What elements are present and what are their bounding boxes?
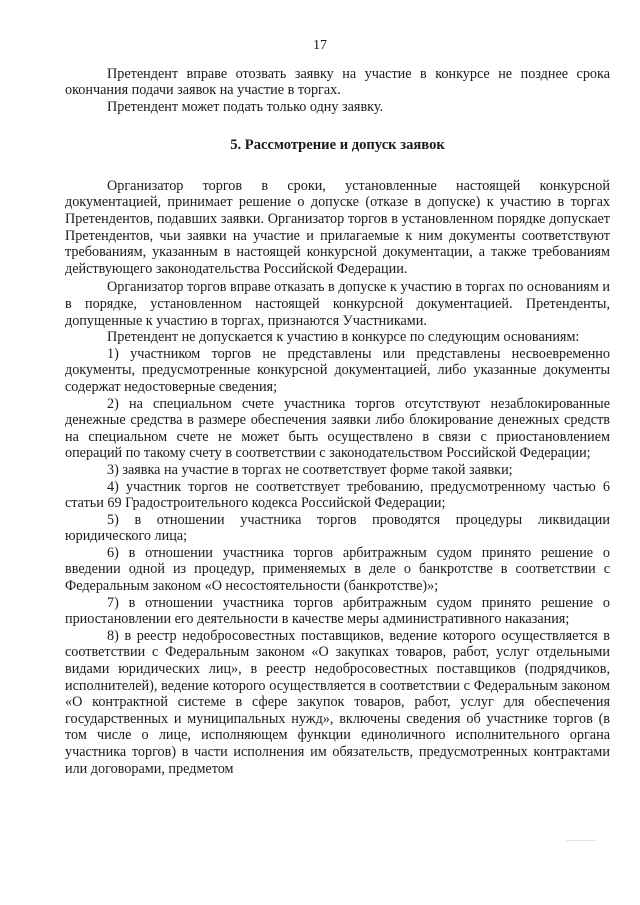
list-item-ground-5: 5) в отношении участника торгов проводятся процедуры ликвидации юридического лица; [65,511,610,545]
list-item-ground-7: 7) в отношении участника торгов арбитражным судом принято решение о приостановлении его деятельности в качестве меры административного наказания; [65,594,610,628]
list-item-ground-4: 4) участник торгов не соответствует требованию, предусмотренному частью 6 статьи 69 Градостроительного кодекса Российской Федерации; [65,478,610,512]
page-number: 17 [313,38,327,53]
section-heading: 5. Рассмотрение и допуск заявок [230,137,445,154]
list-item-ground-8: 8) в реестр недобросовестных поставщиков, ведение которого осуществляется в соответствии с Федеральным законом «О закупках товаров, работ, услуг отдельными видами юридических лиц», в реестр недобросовестных поставщиков (подрядчиков, исполнителей), ведение которого осуществляется в соответствии с Федеральным законом «О контрактной системе в сфере закупок товаров, работ, услуг для обеспечения государственных и муниципальных нужд», включены сведения об участнике торгов (в том числе о лице, исполняющем функции единоличного исполнительного органа участника торгов) в части исполнения им обязательств, предусмотренных контрактами или договорами, предметом [65,627,610,777]
section-body [65,178,610,777]
page-content [65,66,610,777]
list-item-ground-1: 1) участником торгов не представлены или представлены несвоевременно документы, предусмотренные конкурсной документацией, либо указанные документы содержат недостоверные сведения; [65,345,610,395]
list-item-ground-3: 3) заявка на участие в торгах не соответствует форме такой заявки; [107,461,513,478]
list-item-ground-6: 6) в отношении участника торгов арбитражным судом принято решение о введении одной из процедур, применяемых в деле о банкротстве в соответствии с Федеральным законом «О несостоятельности (банкротстве)»; [65,544,610,595]
intro-paragraph-withdraw: Претендент вправе отозвать заявку на участие в конкурсе не позднее срока окончания подачи заявок на участие в торгах. [65,66,610,99]
intro-block [65,66,610,115]
paragraph-grounds-intro: Претендент не допускается к участию в конкурсе по следующим основаниям: [107,329,580,346]
paragraph-admission-decision: Организатор торгов в сроки, установленные настоящей конкурсной документацией, принимает решение о допуске (отказе в допуске) к участию в торгах Претендентов, подавших заявки. Организатор торгов в установленном порядке допускает Претендентов, чьи заявки на участие и прилагаемые к ним документы соответствуют требованиям, указанным в настоящей конкурсной документации, а также требованиям действующего законодательства Российской Федерации. [65,177,610,277]
intro-paragraph-single-application: Претендент может подать только одну заявку. [107,98,384,115]
paragraph-refusal-right: Организатор торгов вправе отказать в допуске к участию в торгах по основаниям и в порядке, установленном настоящей конкурсной документацией. Претенденты, допущенные к участию в торгах, признаются Участниками. [65,279,610,329]
scan-artifact [566,840,596,841]
list-item-ground-2: 2) на специальном счете участника торгов отсутствуют незаблокированные денежные средства в размере обеспечения заявки либо блокирование денежных средств на специальном счете не может быть осуществлено в связи с приостановлением операций по такому счету в соответствии с законодательством Российской Федерации; [65,395,610,462]
